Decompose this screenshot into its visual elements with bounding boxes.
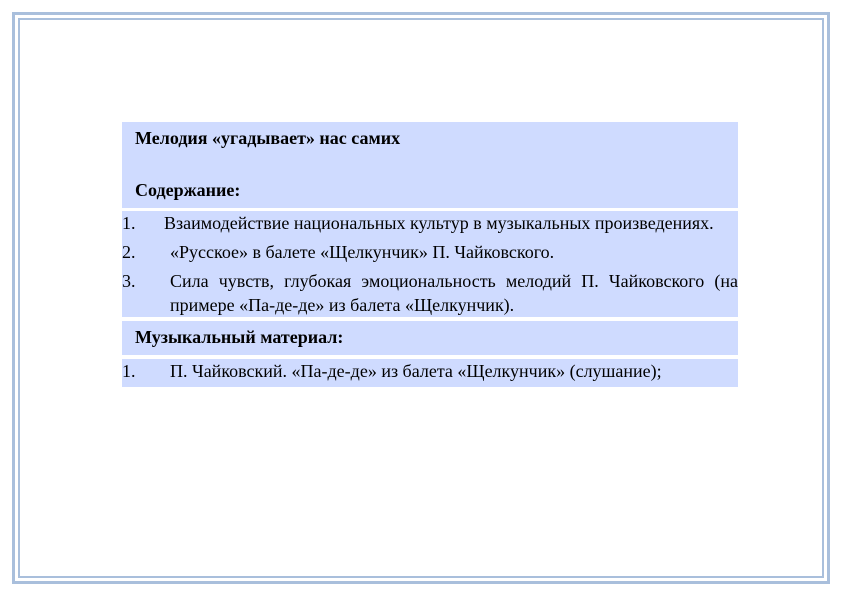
title-spacer — [122, 154, 738, 174]
list-item — [122, 359, 738, 387]
list-number: 1. — [122, 361, 136, 381]
list-item — [122, 211, 738, 235]
list-number: 1. — [122, 213, 136, 233]
list-text: Сила чувств, глубокая эмоциональность мелодий П. Чайковского (на примере «Па-де-де» из балета «Щелкунчик). — [170, 271, 738, 315]
list-text: П. Чайковский. «Па-де-де» из балета «Щелкунчик» (слушание); — [170, 361, 662, 381]
list-item — [122, 264, 738, 317]
lesson-title: Мелодия «угадывает» нас самих — [122, 122, 738, 154]
material-heading: Музыкальный материал: — [122, 321, 738, 355]
content-heading: Содержание: — [122, 174, 738, 208]
list-text: «Русское» в балете «Щелкунчик» П. Чайковского. — [170, 242, 555, 262]
list-number: 3. — [122, 271, 136, 291]
list-number: 2. — [122, 242, 136, 262]
lesson-content — [122, 122, 738, 387]
list-item — [122, 235, 738, 264]
list-text: Взаимодействие национальных культур в музыкальных произведениях. — [164, 213, 714, 233]
